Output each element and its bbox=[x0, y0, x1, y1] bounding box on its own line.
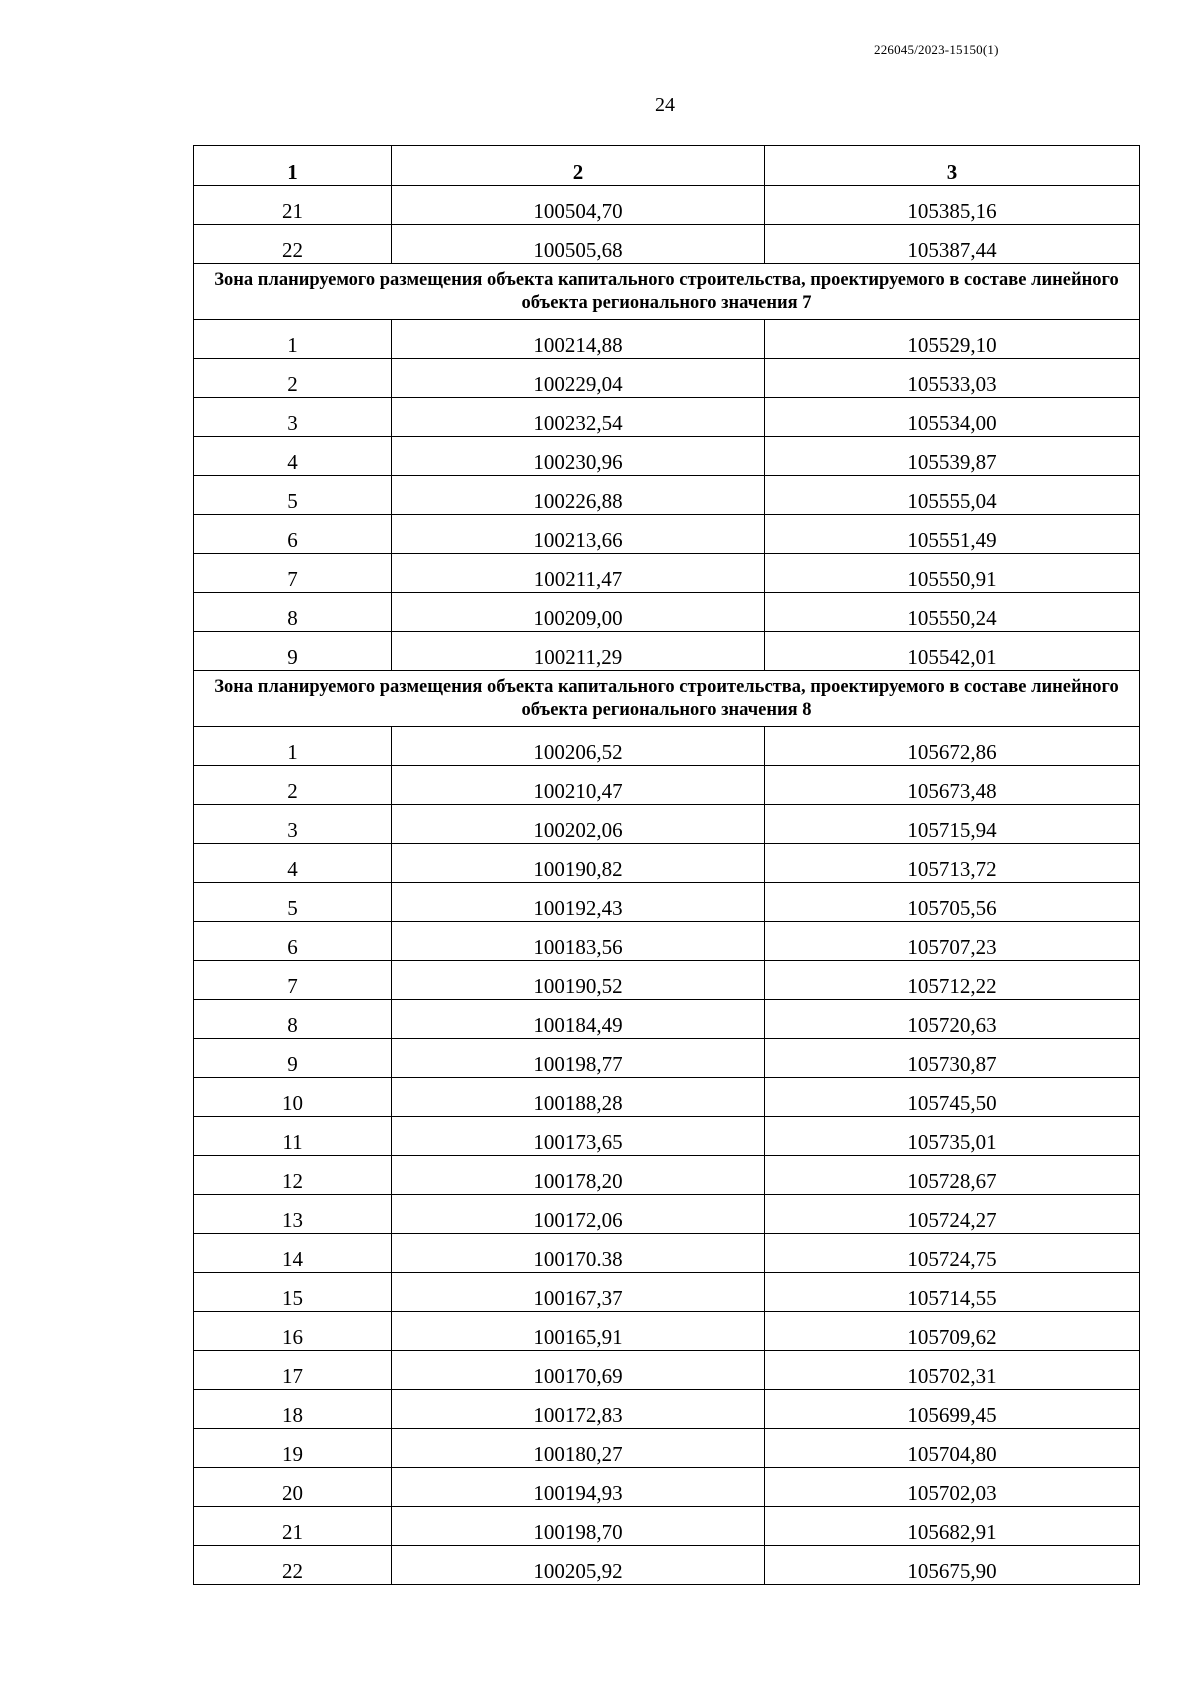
point-number-cell: 3 bbox=[194, 805, 392, 844]
coordinate-y-cell: 105682,91 bbox=[765, 1507, 1140, 1546]
coordinate-x-cell: 100214,88 bbox=[392, 320, 765, 359]
coordinate-x-cell: 100230,96 bbox=[392, 437, 765, 476]
point-number-cell: 13 bbox=[194, 1195, 392, 1234]
coordinate-x-cell: 100183,56 bbox=[392, 922, 765, 961]
coordinate-x-cell: 100213,66 bbox=[392, 515, 765, 554]
coordinate-y-cell: 105720,63 bbox=[765, 1000, 1140, 1039]
coordinate-y-cell: 105704,80 bbox=[765, 1429, 1140, 1468]
point-number-cell: 1 bbox=[194, 727, 392, 766]
point-number-cell: 7 bbox=[194, 961, 392, 1000]
point-number-cell: 9 bbox=[194, 1039, 392, 1078]
coordinate-y-cell: 105713,72 bbox=[765, 844, 1140, 883]
coordinate-y-cell: 105715,94 bbox=[765, 805, 1140, 844]
point-number-cell: 20 bbox=[194, 1468, 392, 1507]
coordinate-y-cell: 105745,50 bbox=[765, 1078, 1140, 1117]
coordinate-y-cell: 105529,10 bbox=[765, 320, 1140, 359]
table-row bbox=[194, 1273, 1140, 1312]
coordinate-y-cell: 105550,24 bbox=[765, 593, 1140, 632]
point-number-cell: 5 bbox=[194, 476, 392, 515]
coordinate-y-cell: 105555,04 bbox=[765, 476, 1140, 515]
table-row bbox=[194, 359, 1140, 398]
coordinate-x-cell: 100209,00 bbox=[392, 593, 765, 632]
coordinate-x-cell: 100232,54 bbox=[392, 398, 765, 437]
coordinate-y-cell: 105675,90 bbox=[765, 1546, 1140, 1585]
coordinate-x-cell: 100173,65 bbox=[392, 1117, 765, 1156]
table-row bbox=[194, 844, 1140, 883]
point-number-cell: 6 bbox=[194, 515, 392, 554]
coordinate-x-cell: 100170.38 bbox=[392, 1234, 765, 1273]
coordinate-x-cell: 100190,82 bbox=[392, 844, 765, 883]
point-number-cell: 15 bbox=[194, 1273, 392, 1312]
table-row bbox=[194, 1507, 1140, 1546]
coordinate-y-cell: 105702,31 bbox=[765, 1351, 1140, 1390]
coordinate-x-cell: 100198,70 bbox=[392, 1507, 765, 1546]
coordinate-y-cell: 105387,44 bbox=[765, 225, 1140, 264]
coordinate-x-cell: 100180,27 bbox=[392, 1429, 765, 1468]
table-row bbox=[194, 1429, 1140, 1468]
point-number-cell: 11 bbox=[194, 1117, 392, 1156]
zone-section-title: Зона планируемого размещения объекта капитального строительства, проектируемого в составе линейного объекта регионального значения 7 bbox=[194, 264, 1140, 320]
point-number-cell: 10 bbox=[194, 1078, 392, 1117]
table-row bbox=[194, 593, 1140, 632]
column-header-3: 3 bbox=[765, 146, 1140, 186]
point-number-cell: 16 bbox=[194, 1312, 392, 1351]
point-number-cell: 14 bbox=[194, 1234, 392, 1273]
table-row bbox=[194, 186, 1140, 225]
point-number-cell: 18 bbox=[194, 1390, 392, 1429]
table-row bbox=[194, 1234, 1140, 1273]
point-number-cell: 8 bbox=[194, 593, 392, 632]
coordinate-x-cell: 100184,49 bbox=[392, 1000, 765, 1039]
coordinate-y-cell: 105707,23 bbox=[765, 922, 1140, 961]
point-number-cell: 17 bbox=[194, 1351, 392, 1390]
table-row bbox=[194, 1351, 1140, 1390]
coordinate-y-cell: 105699,45 bbox=[765, 1390, 1140, 1429]
coordinate-x-cell: 100172,06 bbox=[392, 1195, 765, 1234]
document-id: 226045/2023-15150(1) bbox=[874, 42, 999, 57]
coordinate-y-cell: 105714,55 bbox=[765, 1273, 1140, 1312]
coordinates-table-body bbox=[194, 146, 1140, 1585]
point-number-cell: 22 bbox=[194, 1546, 392, 1585]
table-row bbox=[194, 883, 1140, 922]
table-header-row bbox=[194, 146, 1140, 186]
coordinate-x-cell: 100170,69 bbox=[392, 1351, 765, 1390]
table-row bbox=[194, 398, 1140, 437]
table-row bbox=[194, 922, 1140, 961]
table-row bbox=[194, 1312, 1140, 1351]
point-number-cell: 12 bbox=[194, 1156, 392, 1195]
table-row bbox=[194, 437, 1140, 476]
coordinate-x-cell: 100198,77 bbox=[392, 1039, 765, 1078]
coordinate-y-cell: 105672,86 bbox=[765, 727, 1140, 766]
coordinate-x-cell: 100190,52 bbox=[392, 961, 765, 1000]
coordinate-y-cell: 105539,87 bbox=[765, 437, 1140, 476]
zone-section-header bbox=[194, 671, 1140, 727]
coordinate-x-cell: 100165,91 bbox=[392, 1312, 765, 1351]
coordinate-y-cell: 105709,62 bbox=[765, 1312, 1140, 1351]
coordinate-x-cell: 100205,92 bbox=[392, 1546, 765, 1585]
zone-section-header bbox=[194, 264, 1140, 320]
coordinate-x-cell: 100505,68 bbox=[392, 225, 765, 264]
coordinate-x-cell: 100188,28 bbox=[392, 1078, 765, 1117]
point-number-cell: 7 bbox=[194, 554, 392, 593]
coordinate-y-cell: 105542,01 bbox=[765, 632, 1140, 671]
coordinate-y-cell: 105730,87 bbox=[765, 1039, 1140, 1078]
coordinate-x-cell: 100211,47 bbox=[392, 554, 765, 593]
table-row bbox=[194, 766, 1140, 805]
point-number-cell: 21 bbox=[194, 1507, 392, 1546]
coordinate-x-cell: 100178,20 bbox=[392, 1156, 765, 1195]
coordinate-y-cell: 105724,75 bbox=[765, 1234, 1140, 1273]
coordinate-x-cell: 100211,29 bbox=[392, 632, 765, 671]
table-row bbox=[194, 515, 1140, 554]
coordinate-x-cell: 100504,70 bbox=[392, 186, 765, 225]
table-row bbox=[194, 554, 1140, 593]
table-row bbox=[194, 1468, 1140, 1507]
table-row bbox=[194, 1546, 1140, 1585]
column-header-2: 2 bbox=[392, 146, 765, 186]
coordinate-x-cell: 100202,06 bbox=[392, 805, 765, 844]
point-number-cell: 4 bbox=[194, 437, 392, 476]
page-number: 24 bbox=[655, 94, 675, 116]
table-row bbox=[194, 1117, 1140, 1156]
coordinate-y-cell: 105724,27 bbox=[765, 1195, 1140, 1234]
table-row bbox=[194, 1078, 1140, 1117]
point-number-cell: 1 bbox=[194, 320, 392, 359]
coordinate-y-cell: 105673,48 bbox=[765, 766, 1140, 805]
table-row bbox=[194, 961, 1140, 1000]
coordinate-y-cell: 105702,03 bbox=[765, 1468, 1140, 1507]
table-row bbox=[194, 1390, 1140, 1429]
point-number-cell: 21 bbox=[194, 186, 392, 225]
table-row bbox=[194, 225, 1140, 264]
table-row bbox=[194, 320, 1140, 359]
table-row bbox=[194, 1156, 1140, 1195]
coordinate-x-cell: 100194,93 bbox=[392, 1468, 765, 1507]
point-number-cell: 9 bbox=[194, 632, 392, 671]
table-row bbox=[194, 476, 1140, 515]
column-header-1: 1 bbox=[194, 146, 392, 186]
coordinate-x-cell: 100206,52 bbox=[392, 727, 765, 766]
zone-section-title: Зона планируемого размещения объекта капитального строительства, проектируемого в составе линейного объекта регионального значения 8 bbox=[194, 671, 1140, 727]
point-number-cell: 5 bbox=[194, 883, 392, 922]
coordinate-y-cell: 105735,01 bbox=[765, 1117, 1140, 1156]
point-number-cell: 22 bbox=[194, 225, 392, 264]
point-number-cell: 19 bbox=[194, 1429, 392, 1468]
coordinate-y-cell: 105385,16 bbox=[765, 186, 1140, 225]
point-number-cell: 2 bbox=[194, 766, 392, 805]
coordinate-y-cell: 105550,91 bbox=[765, 554, 1140, 593]
coordinate-x-cell: 100226,88 bbox=[392, 476, 765, 515]
coordinates-table bbox=[193, 145, 1140, 1585]
coordinate-x-cell: 100192,43 bbox=[392, 883, 765, 922]
table-row bbox=[194, 727, 1140, 766]
coordinate-y-cell: 105551,49 bbox=[765, 515, 1140, 554]
coordinate-x-cell: 100229,04 bbox=[392, 359, 765, 398]
coordinate-x-cell: 100167,37 bbox=[392, 1273, 765, 1312]
coordinate-y-cell: 105728,67 bbox=[765, 1156, 1140, 1195]
coordinate-x-cell: 100172,83 bbox=[392, 1390, 765, 1429]
point-number-cell: 3 bbox=[194, 398, 392, 437]
table-row bbox=[194, 1000, 1140, 1039]
point-number-cell: 8 bbox=[194, 1000, 392, 1039]
coordinate-x-cell: 100210,47 bbox=[392, 766, 765, 805]
point-number-cell: 6 bbox=[194, 922, 392, 961]
table-row bbox=[194, 805, 1140, 844]
table-row bbox=[194, 1039, 1140, 1078]
point-number-cell: 2 bbox=[194, 359, 392, 398]
table-row bbox=[194, 1195, 1140, 1234]
table-row bbox=[194, 632, 1140, 671]
coordinate-y-cell: 105534,00 bbox=[765, 398, 1140, 437]
coordinate-y-cell: 105533,03 bbox=[765, 359, 1140, 398]
coordinate-y-cell: 105705,56 bbox=[765, 883, 1140, 922]
coordinate-y-cell: 105712,22 bbox=[765, 961, 1140, 1000]
point-number-cell: 4 bbox=[194, 844, 392, 883]
